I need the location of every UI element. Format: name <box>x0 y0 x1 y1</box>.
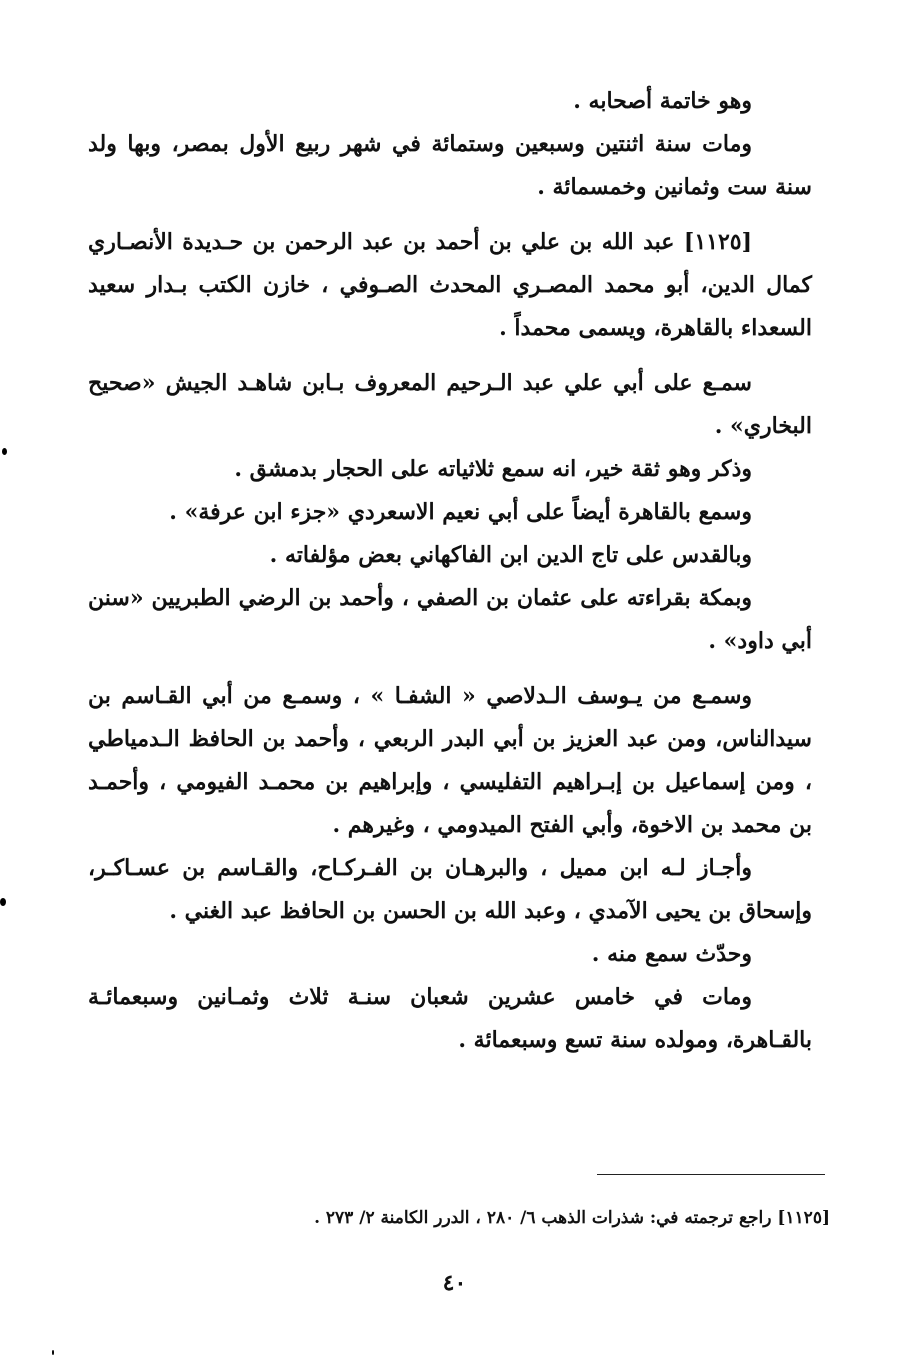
entry-heading-paragraph: [١١٢٥] عبد الله بن علي بن أحمد بن عبد الرحمن بن حـديدة الأنصـاري كمال الدين، أبو محمد المصـري المحدث الصـوفي ، خازن الكتب بـدار سعيد السعداء بالقاهرة، ويسمى محمداً . <box>88 229 812 341</box>
paragraph: وبالقدس على تاج الدين ابن الفاكهاني بعض مؤلفاته . <box>269 542 752 568</box>
scan-speck <box>0 898 6 906</box>
paragraph: وسمع بالقاهرة أيضاً على أبي نعيم الاسعردي «جزء ابن عرفة» . <box>169 499 752 525</box>
paragraph: وبمكة بقراءته على عثمان بن الصفي ، وأحمد بن الرضي الطبريين «سنن أبي داود» . <box>88 585 812 654</box>
page-number: ٤٠ <box>442 1270 467 1296</box>
paragraph: ومات سنة اثنتين وسبعين وستمائة في شهر ربيع الأول بمصر، وبها ولد سنة ست وثمانين وخمسمائة . <box>88 131 812 200</box>
paragraph: وسمـع من يـوسف الـدلاصي « الشفـا » ، وسمـع من أبي القـاسم بن سيدالناس، ومن عبد العزيز بن أبي البدر الربعي ، وأحمد بن الحافظ الـدمياطي ، ومن إسماعيل بن إبـراهيم التفليسي ، وإبراهيم بن محمـد الفيومي ، وأحمـد بن محمد بن الاخوة، وأبي الفتح الميدومي ، وغيرهم . <box>88 683 812 838</box>
paragraph: سمـع على أبي علي عبد الـرحيم المعروف بـابن شاهـد الجيش «صحيح البخاري» . <box>88 370 812 439</box>
paragraph: ومات في خامس عشرين شعبان سنـة ثلاث وثمـانين وسبعمائـة بالقـاهرة، ومولده سنة تسع وسبعمائة . <box>88 984 812 1053</box>
scan-speck <box>52 1350 54 1355</box>
paragraph: وأجـاز لـه ابن مميل ، والبرهـان بن الفـركـاح، والقـاسم بن عسـاكـر، وإسحاق بن يحيى الآمدي ، وعبد الله بن الحسن بن الحافظ عبد الغني . <box>88 855 812 924</box>
paragraph: وهو خاتمة أصحابه . <box>573 88 752 114</box>
paragraph: وذكر وهو ثقة خير، انه سمع ثلاثياته على الحجار بدمشق . <box>234 456 752 482</box>
footnote: [١١٢٥] راجع ترجمته في: شذرات الذهب ٦/ ٢٨٠ ، الدرر الكامنة ٢/ ٢٧٣ . <box>314 1208 830 1228</box>
footnote-divider <box>597 1174 825 1175</box>
scan-speck <box>2 448 7 455</box>
main-text <box>88 80 812 1062</box>
paragraph: وحدّث سمع منه . <box>591 941 752 967</box>
